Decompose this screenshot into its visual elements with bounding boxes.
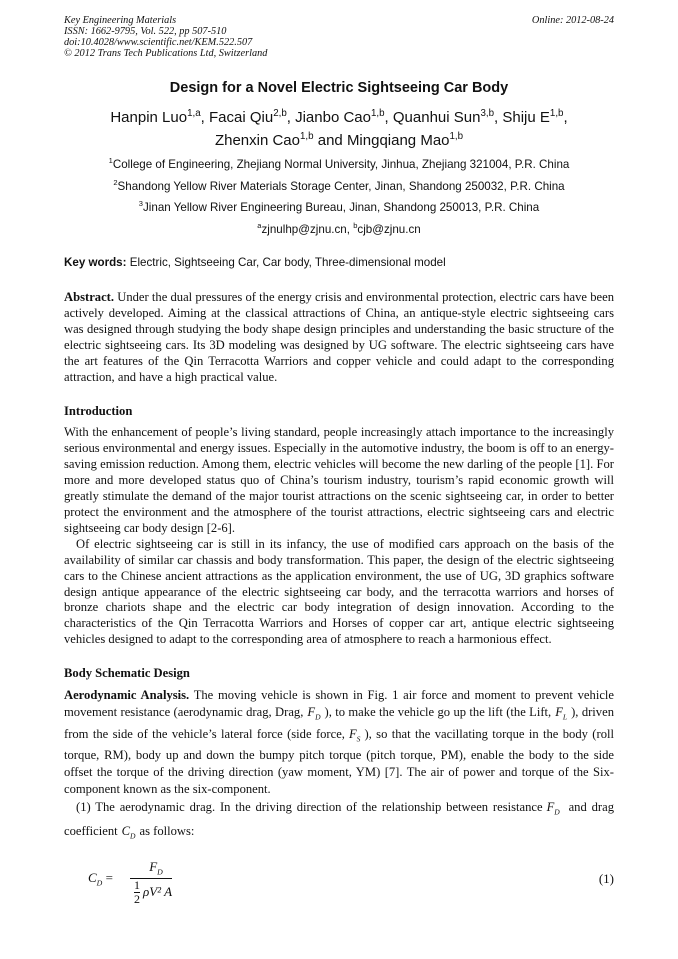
author-sup: 1,b [449, 131, 464, 142]
aero-label: Aerodynamic Analysis. [64, 688, 190, 703]
intro-paragraph-1: With the enhancement of people’s living standard, people increasingly attach importance to the increasingly serious environmental and energy issues. Especially in the automotive industry, the boom is off to an energy-saving emission reduction. Among them, electric vehicles will become the new darling of the people [1]. For more and more developed status quo of China’s tourism industry, tourism’s rapid economic growth will greatly stimulate the demand of the major tourist attractions on the scenic sightseeing car, in order to better protect the environment and the atmosphere of the tourist attractions, electric sightseeing cars and electric sightseeing car body design [2-6]. [64, 425, 614, 535]
math-sub: L [562, 712, 568, 722]
authors: Hanpin Luo$^{1,a}$, Facai Qiu$^{2,b}$, Jianbo Cao$^{1,b}$, Quanhui Sun$^{3,b}$, Shiju E$^{1,b}$, Zhenxin Cao$^{1,b}$ and Mingqiang Mao$^{1,b}$ [110, 108, 568, 149]
one: 1 [134, 877, 140, 892]
author: Jianbo Cao [295, 109, 371, 126]
affiliation [64, 176, 614, 198]
den-expr: ρV² A [143, 884, 173, 900]
equation-1 [88, 859, 614, 919]
math-cd [121, 823, 136, 841]
affiliation [64, 154, 614, 176]
drag-paragraph [64, 798, 614, 845]
aff-sup: 3 [138, 199, 143, 209]
email[interactable]: cjb@zjnu.cn [357, 222, 421, 236]
author-sup: 3,b [480, 108, 495, 119]
author: Zhenxin Cao [214, 132, 300, 149]
aff-sup: 1 [108, 156, 113, 166]
email[interactable]: zjnulhp@zjnu.cn, [261, 222, 350, 236]
intro-paragraph-2: Of electric sightseeing car is still in its infancy, the use of modified cars approach on the basis of the availability of similar car chassis and body transformation. This paper, the design of the electric sightseeing cars to the Chinese ancient attractions as the application environment, the use of UG, 3D graphics software design antique appearance of the electric sightseeing car body, and the terracotta warriors and horses of bronze chariots shape and the electric car body integration of design innovation. According to the characteristics of the Qin Terracotta Warriors and Horses of copper car art, antique electric sightseeing vehicles designed to adapt to the corresponding area of atmosphere to reach a harmonious effect. [64, 536, 614, 647]
author: Quanhui Sun [392, 109, 481, 126]
numerator [130, 859, 172, 879]
online-date: Online: 2012-08-24 [531, 15, 614, 26]
aff-text: Jinan Yellow River Engineering Bureau, Jinan, Shandong 250013, P.R. China [143, 201, 540, 214]
math-sub: D [130, 831, 136, 841]
math-sym: F [348, 726, 357, 741]
math-sym: F [149, 859, 158, 875]
author: Shiju E [502, 109, 550, 126]
math-sym: F [307, 705, 316, 720]
author: Facai Qiu [208, 109, 274, 126]
author-sup: 2,b [273, 108, 287, 119]
affiliations [64, 154, 614, 240]
text: as follows: [139, 823, 195, 838]
author-sup: 1,b [549, 108, 564, 119]
aff-text: Shandong Yellow River Materials Storage Center, Jinan, Shandong 250032, P.R. China [117, 179, 565, 193]
abstract-label: Abstract. [64, 290, 115, 304]
text: ), so that the vacillating torque in the body (roll torque, RM), body up and down the bumpy pitch torque (pitch torque, PM), enable the body to the side offset the torque of the driving direction (yaw moment, YM) [7]. The air of power and torque of the Six-component known as the six-component. [64, 726, 614, 797]
body-heading: Body Schematic Design [64, 666, 190, 681]
two: 2 [134, 891, 140, 906]
math-sym: C [121, 823, 131, 838]
text: (1) The aerodynamic drag. In the driving direction of the relationship between resistance [76, 800, 543, 815]
equals: = [105, 870, 113, 886]
keywords-text: Electric, Sightseeing Car, Car body, Three-dimensional model [129, 256, 446, 269]
keywords-label: Key words: [64, 256, 127, 269]
aff-sup: 2 [113, 177, 118, 187]
journal-name: Key Engineering Materials [64, 15, 177, 26]
math-sub: D [315, 712, 321, 722]
email-sup: a [257, 220, 262, 230]
author-sup: 1,b [370, 108, 385, 119]
text: and drag coefficient [64, 800, 614, 838]
emails [64, 219, 614, 241]
math-fd [546, 800, 560, 817]
math-sym: F [546, 800, 555, 815]
copyright: © 2012 Trans Tech Publications Ltd, Switzerland [64, 48, 268, 59]
equation-number: (1) [598, 871, 614, 887]
affiliation [64, 197, 614, 219]
math-fd [307, 705, 321, 722]
main-content [64, 255, 614, 919]
abstract-text: Under the dual pressures of the energy crisis and environmental protection, electric cars have been actively developed. Aiming at the classical attractions of China, an antique-style electric sightseeing cars was designed through studying the body shape design principles and understanding the basic structure of the electric sightseeing cars. Its 3D modeling was designed by UG software. The electric sightseeing cars have the art features of the Qin Terracotta Warriors and copper vehicle and could adapt to the corresponding attraction, and have a high practical value. [64, 290, 614, 384]
math-sym: C [88, 870, 97, 886]
intro-heading: Introduction [64, 404, 133, 419]
author-sup: 1,b [300, 131, 314, 142]
math-sub: D [157, 867, 163, 877]
denominator [130, 879, 172, 906]
math-sub: S [356, 734, 361, 744]
math-sub: D [96, 878, 103, 888]
aero-paragraph [64, 687, 614, 798]
math-sym: F [555, 705, 563, 720]
aff-text: College of Engineering, Zhejiang Normal University, Jinhua, Zhejiang 321004, P.R. China [112, 158, 570, 171]
email-sup: b [353, 220, 358, 230]
and-word: and [317, 132, 343, 149]
eq-lhs [88, 870, 113, 888]
math-fs [348, 726, 361, 744]
fraction [130, 859, 172, 906]
abstract [64, 290, 614, 385]
math-fl [555, 705, 568, 722]
text: ), to make the vehicle go up the lift (the Lift, [324, 705, 552, 720]
text: The moving vehicle is shown in Fig. 1 air force and moment to prevent vehicle movement resistance (aerodynamic drag, Drag, [64, 688, 614, 720]
text: ), driven from the side of the vehicle’s lateral force (side force, [64, 705, 614, 741]
author-sup: 1,a [187, 108, 201, 119]
keywords [64, 255, 614, 270]
half [134, 879, 140, 906]
paper-title: Design for a Novel Electric Sightseeing Car Body [169, 80, 509, 96]
math-sub: D [554, 807, 560, 817]
doi: doi:10.4028/www.scientific.net/KEM.522.507 [64, 37, 253, 48]
author: Mingqiang Mao [346, 132, 450, 149]
issn: ISSN: 1662-9795, Vol. 522, pp 507-510 [64, 26, 227, 37]
author: Hanpin Luo [110, 109, 188, 126]
